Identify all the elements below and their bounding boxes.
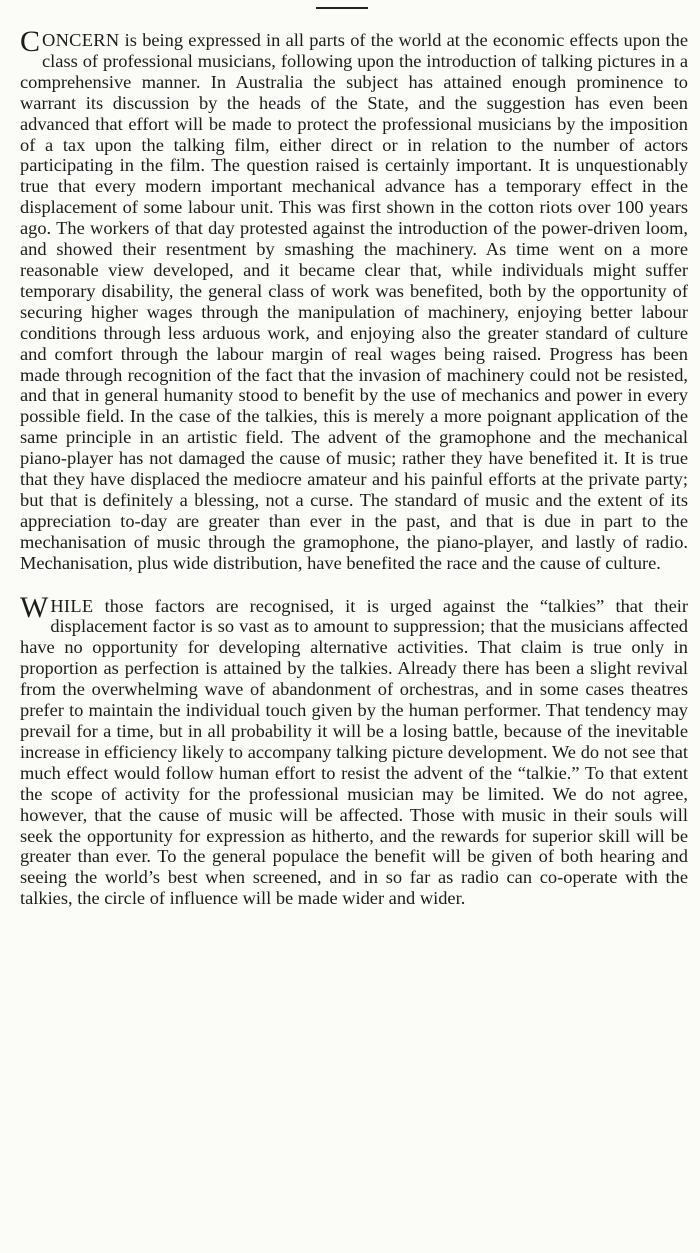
paragraph-1-lead-word: ONCERN <box>42 30 120 50</box>
paragraph-1-text: is being expressed in all parts of the world at the economic effects upon the class of professional musicians, following upon the introduction of talking pictures in a comprehensive manner. In Australia the subject has attained enough prominence to warrant its discussion by the heads of the State, and the suggestion has even been advanced that effort will be made to protect the professional musicians by the imposition of a tax upon the talking film, either direct or in relation to the number of actors participating in the film. The question raised is certainly important. It is unquestionably true that every modern important mechanical advance has a temporary effect in the displacement of some labour unit. This was first shown in the cotton riots over 100 years ago. The workers of that day protested against the introduction of the power-driven loom, and showed their resentment by smashing the machinery. As time went on a more reasonable view developed, and it became clear that, while individuals might suffer temporary disability, the general class of work was benefited, both by the opportunity of securing higher wages through the manipulation of machinery, enjoying better labour conditions through less arduous work, and enjoying also the greater standard of culture and comfort through the labour margin of real wages being raised. Progress has been made through recognition of the fact that the invasion of machinery could not be resisted, and that in general humanity stood to benefit by the use of mechanics and power in every possible field. In the case of the talkies, this is merely a more poignant application of the same principle in an artistic field. The advent of the gramophone and the mechanical piano-player has not damaged the cause of music; rather they have benefited it. It is true that they have displaced the mediocre amateur and his painful efforts at the private party; but that is definitely a blessing, not a curse. The standard of music and the extent of its appreciation to-day are greater than ever in the past, and that is due in part to the mechanisation of music through the gramophone, the piano-player, and lastly of radio. Mechanisation, plus wide distribution, have benefited the race and the cause of culture. <box>20 30 688 573</box>
paragraph-2 <box>20 590 688 910</box>
paragraph-1 <box>20 25 688 574</box>
paragraph-2-lead-word: HILE <box>50 595 94 616</box>
header-rule <box>316 7 368 9</box>
editorial-article <box>20 25 688 909</box>
drop-cap-c: C <box>20 25 41 58</box>
drop-cap-w: W <box>20 590 49 624</box>
paragraph-2-text: those factors are recognised, it is urged against the “talkies” that their displacement factor is so vast as to amount to suppression; that the musicians affected have no opportunity for developing alternative activities. That claim is true only in proportion as perfection is attained by the talkies. Already there has been a slight revival from the overwhelming wave of abandonment of orchestras, and in some cases theatres prefer to maintain the individual touch given by the human performer. That tendency may prevail for a time, but in all probability it will be a losing battle, because of the inevitable increase in efficiency likely to accompany talking picture development. We do not see that much effect would follow human effort to resist the advent of the “talkie.” To that extent the scope of activity for the professional musician may be limited. We do not agree, however, that the cause of music will be affected. Those with music in their souls will seek the opportunity for expression as hitherto, and the rewards for superior skill will be greater than ever. To the general populace the benefit will be given of both hearing and seeing the world’s best when screened, and in so far as radio can co-operate with the talkies, the circle of influence will be made wider and wider. <box>20 595 688 909</box>
